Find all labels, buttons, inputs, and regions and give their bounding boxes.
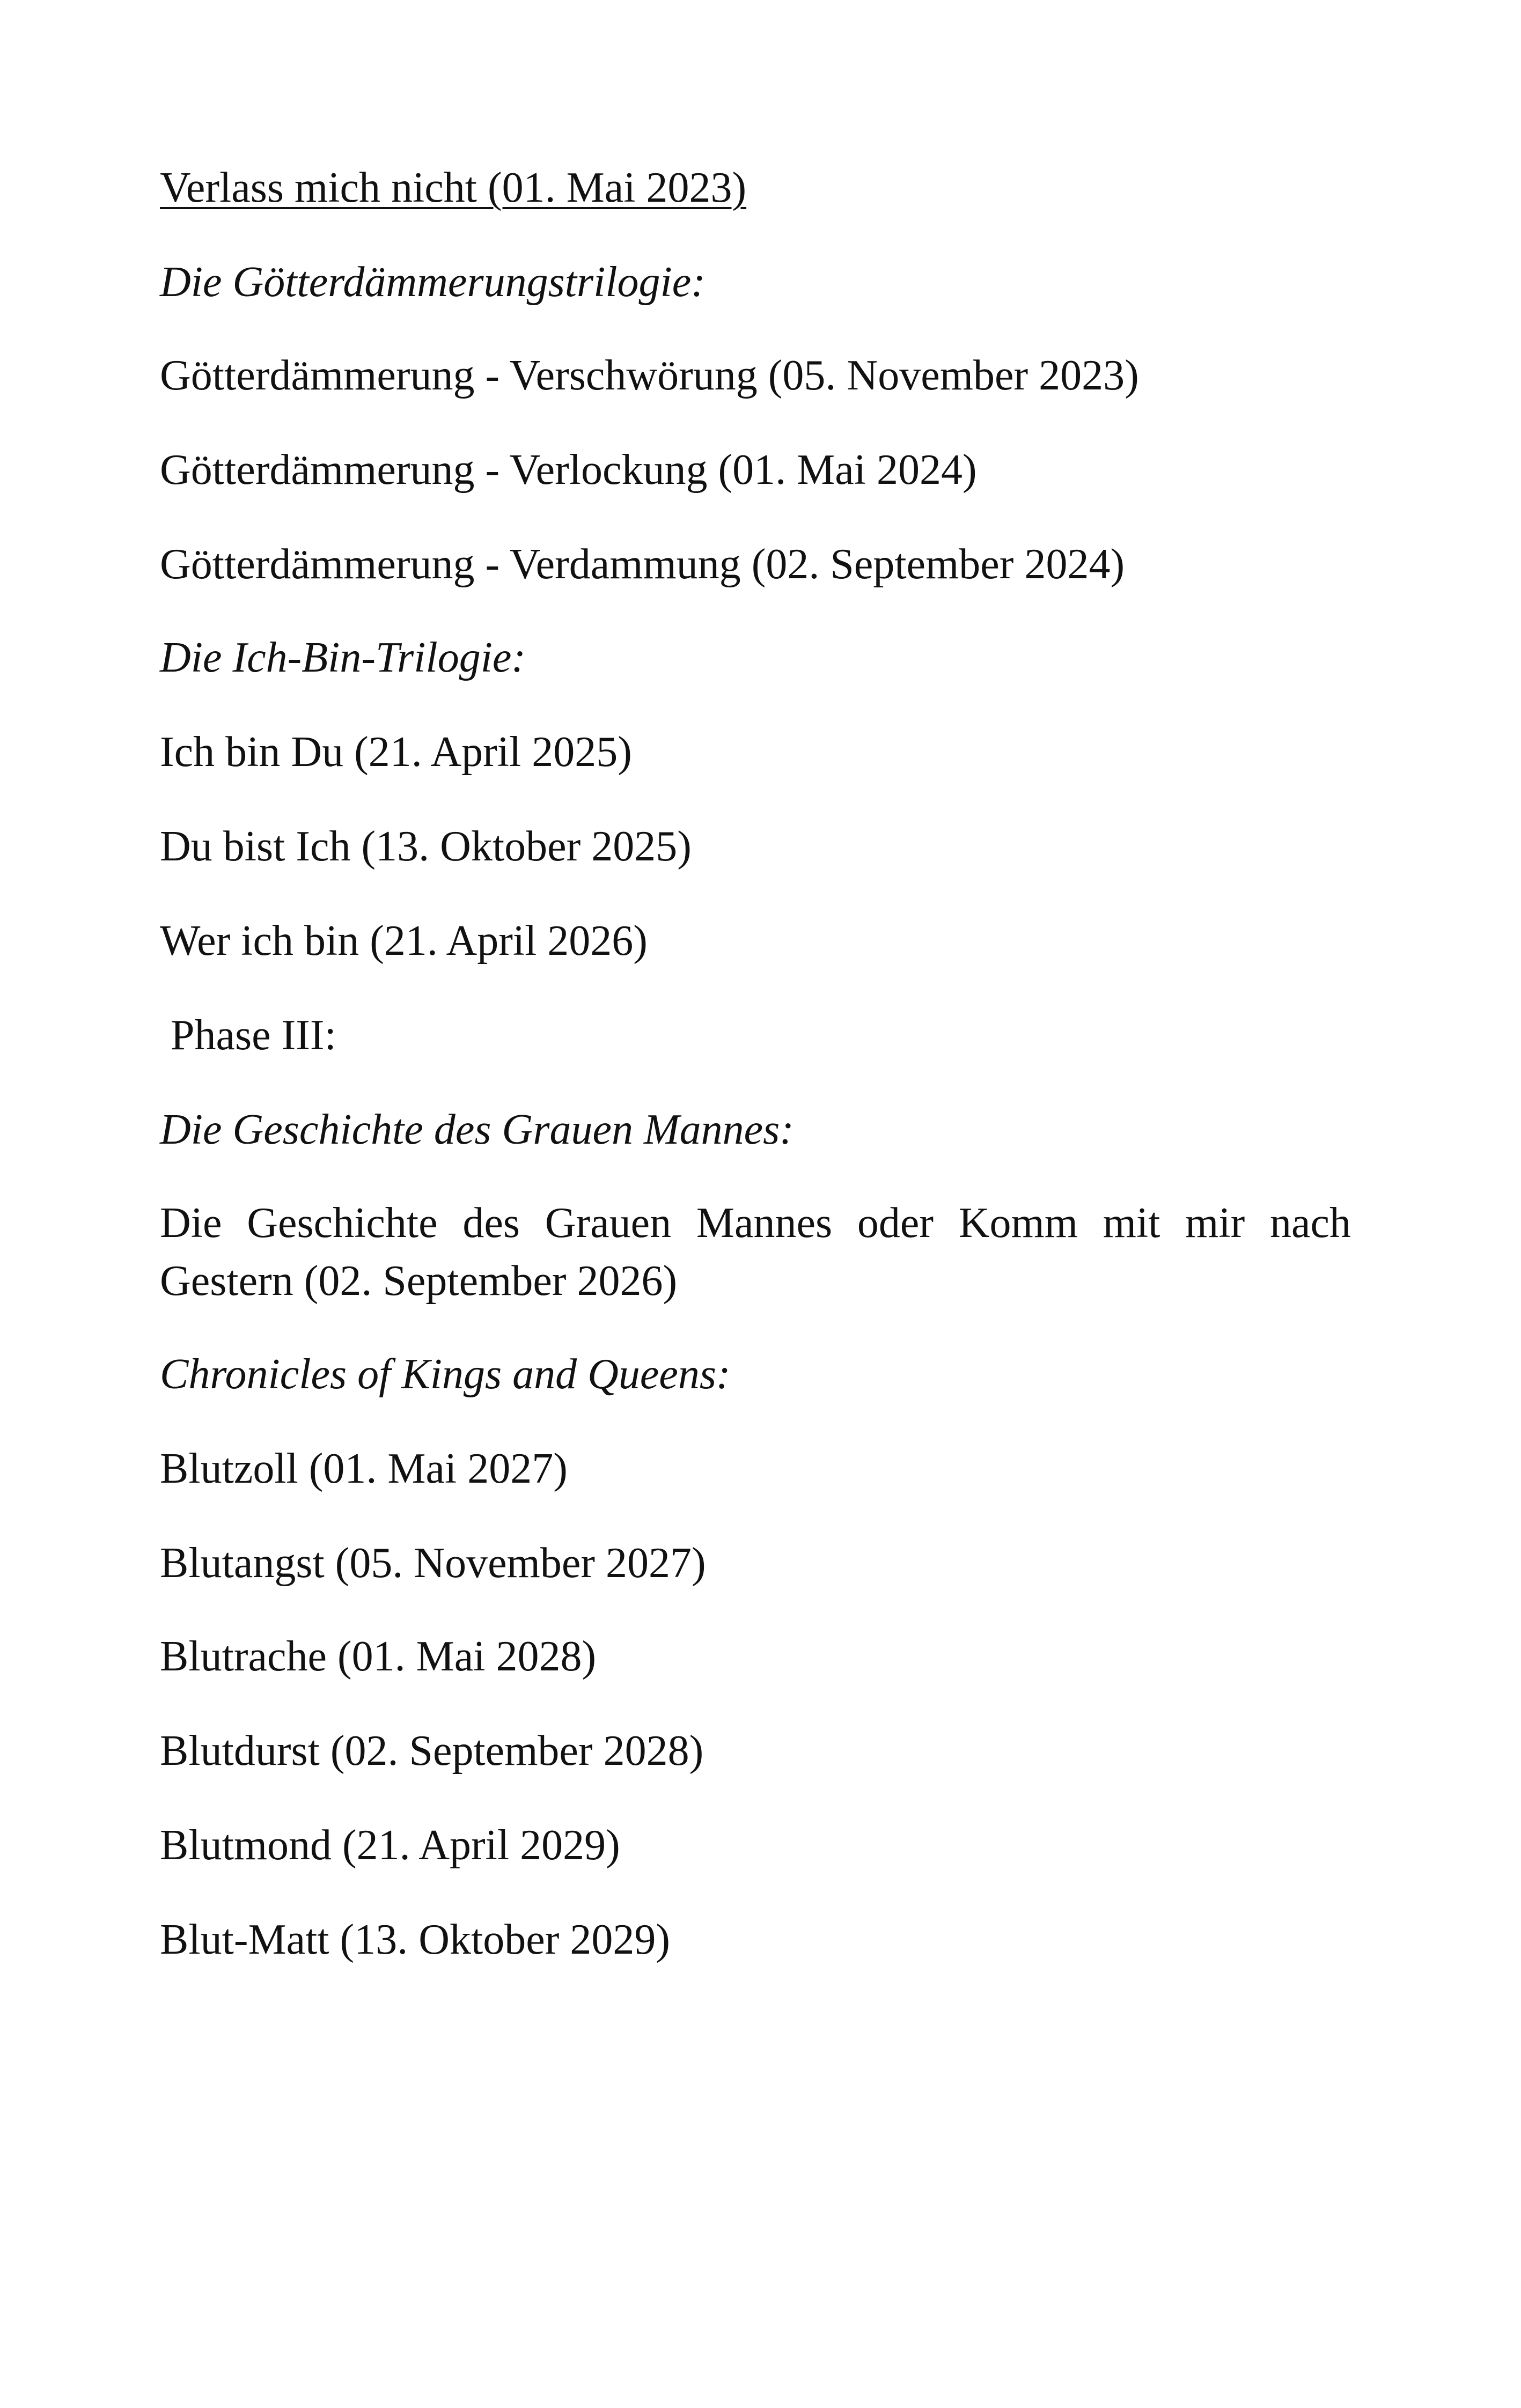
book-title-verschwoerung: Götterdämmerung - Verschwörung (05. November 2023) [160,352,1139,399]
book-title-blutmond: Blutmond (21. April 2029) [160,1822,620,1869]
book-title-du-bist-ich: Du bist Ich (13. Oktober 2025) [160,823,692,870]
series-heading-ich-bin: Die Ich-Bin-Trilogie: [160,634,526,681]
book-title-blutangst: Blutangst (05. November 2027) [160,1540,706,1587]
book-title-wer-ich-bin: Wer ich bin (21. April 2026) [160,917,648,964]
series-heading-grauer-mann: Die Geschichte des Grauen Mannes: [160,1106,794,1153]
book-title-blutzoll: Blutzoll (01. Mai 2027) [160,1445,568,1492]
book-title-ich-bin-du: Ich bin Du (21. April 2025) [160,728,632,776]
phase-heading: Phase III: [171,1012,336,1059]
book-title-blutdurst: Blutdurst (02. September 2028) [160,1727,704,1774]
book-title-geschichte-grauer-mann: Die Geschichte des Grauen Mannes oder Komm mit mir nach Gestern (02. September 2026) [160,1199,1351,1305]
series-heading-goetterdaemmerung: Die Götterdämmerungstrilogie: [160,259,706,306]
book-title-blutrache: Blutrache (01. Mai 2028) [160,1633,597,1680]
book-title-blut-matt: Blut-Matt (13. Oktober 2029) [160,1916,670,1963]
book-title-verlass-mich-nicht: Verlass mich nicht (01. Mai 2023) [160,164,747,211]
book-title-verlockung: Götterdämmerung - Verlockung (01. Mai 2024) [160,446,977,494]
series-heading-chronicles: Chronicles of Kings and Queens: [160,1351,731,1398]
book-title-verdammung: Götterdämmerung - Verdammung (02. September 2024) [160,541,1125,588]
